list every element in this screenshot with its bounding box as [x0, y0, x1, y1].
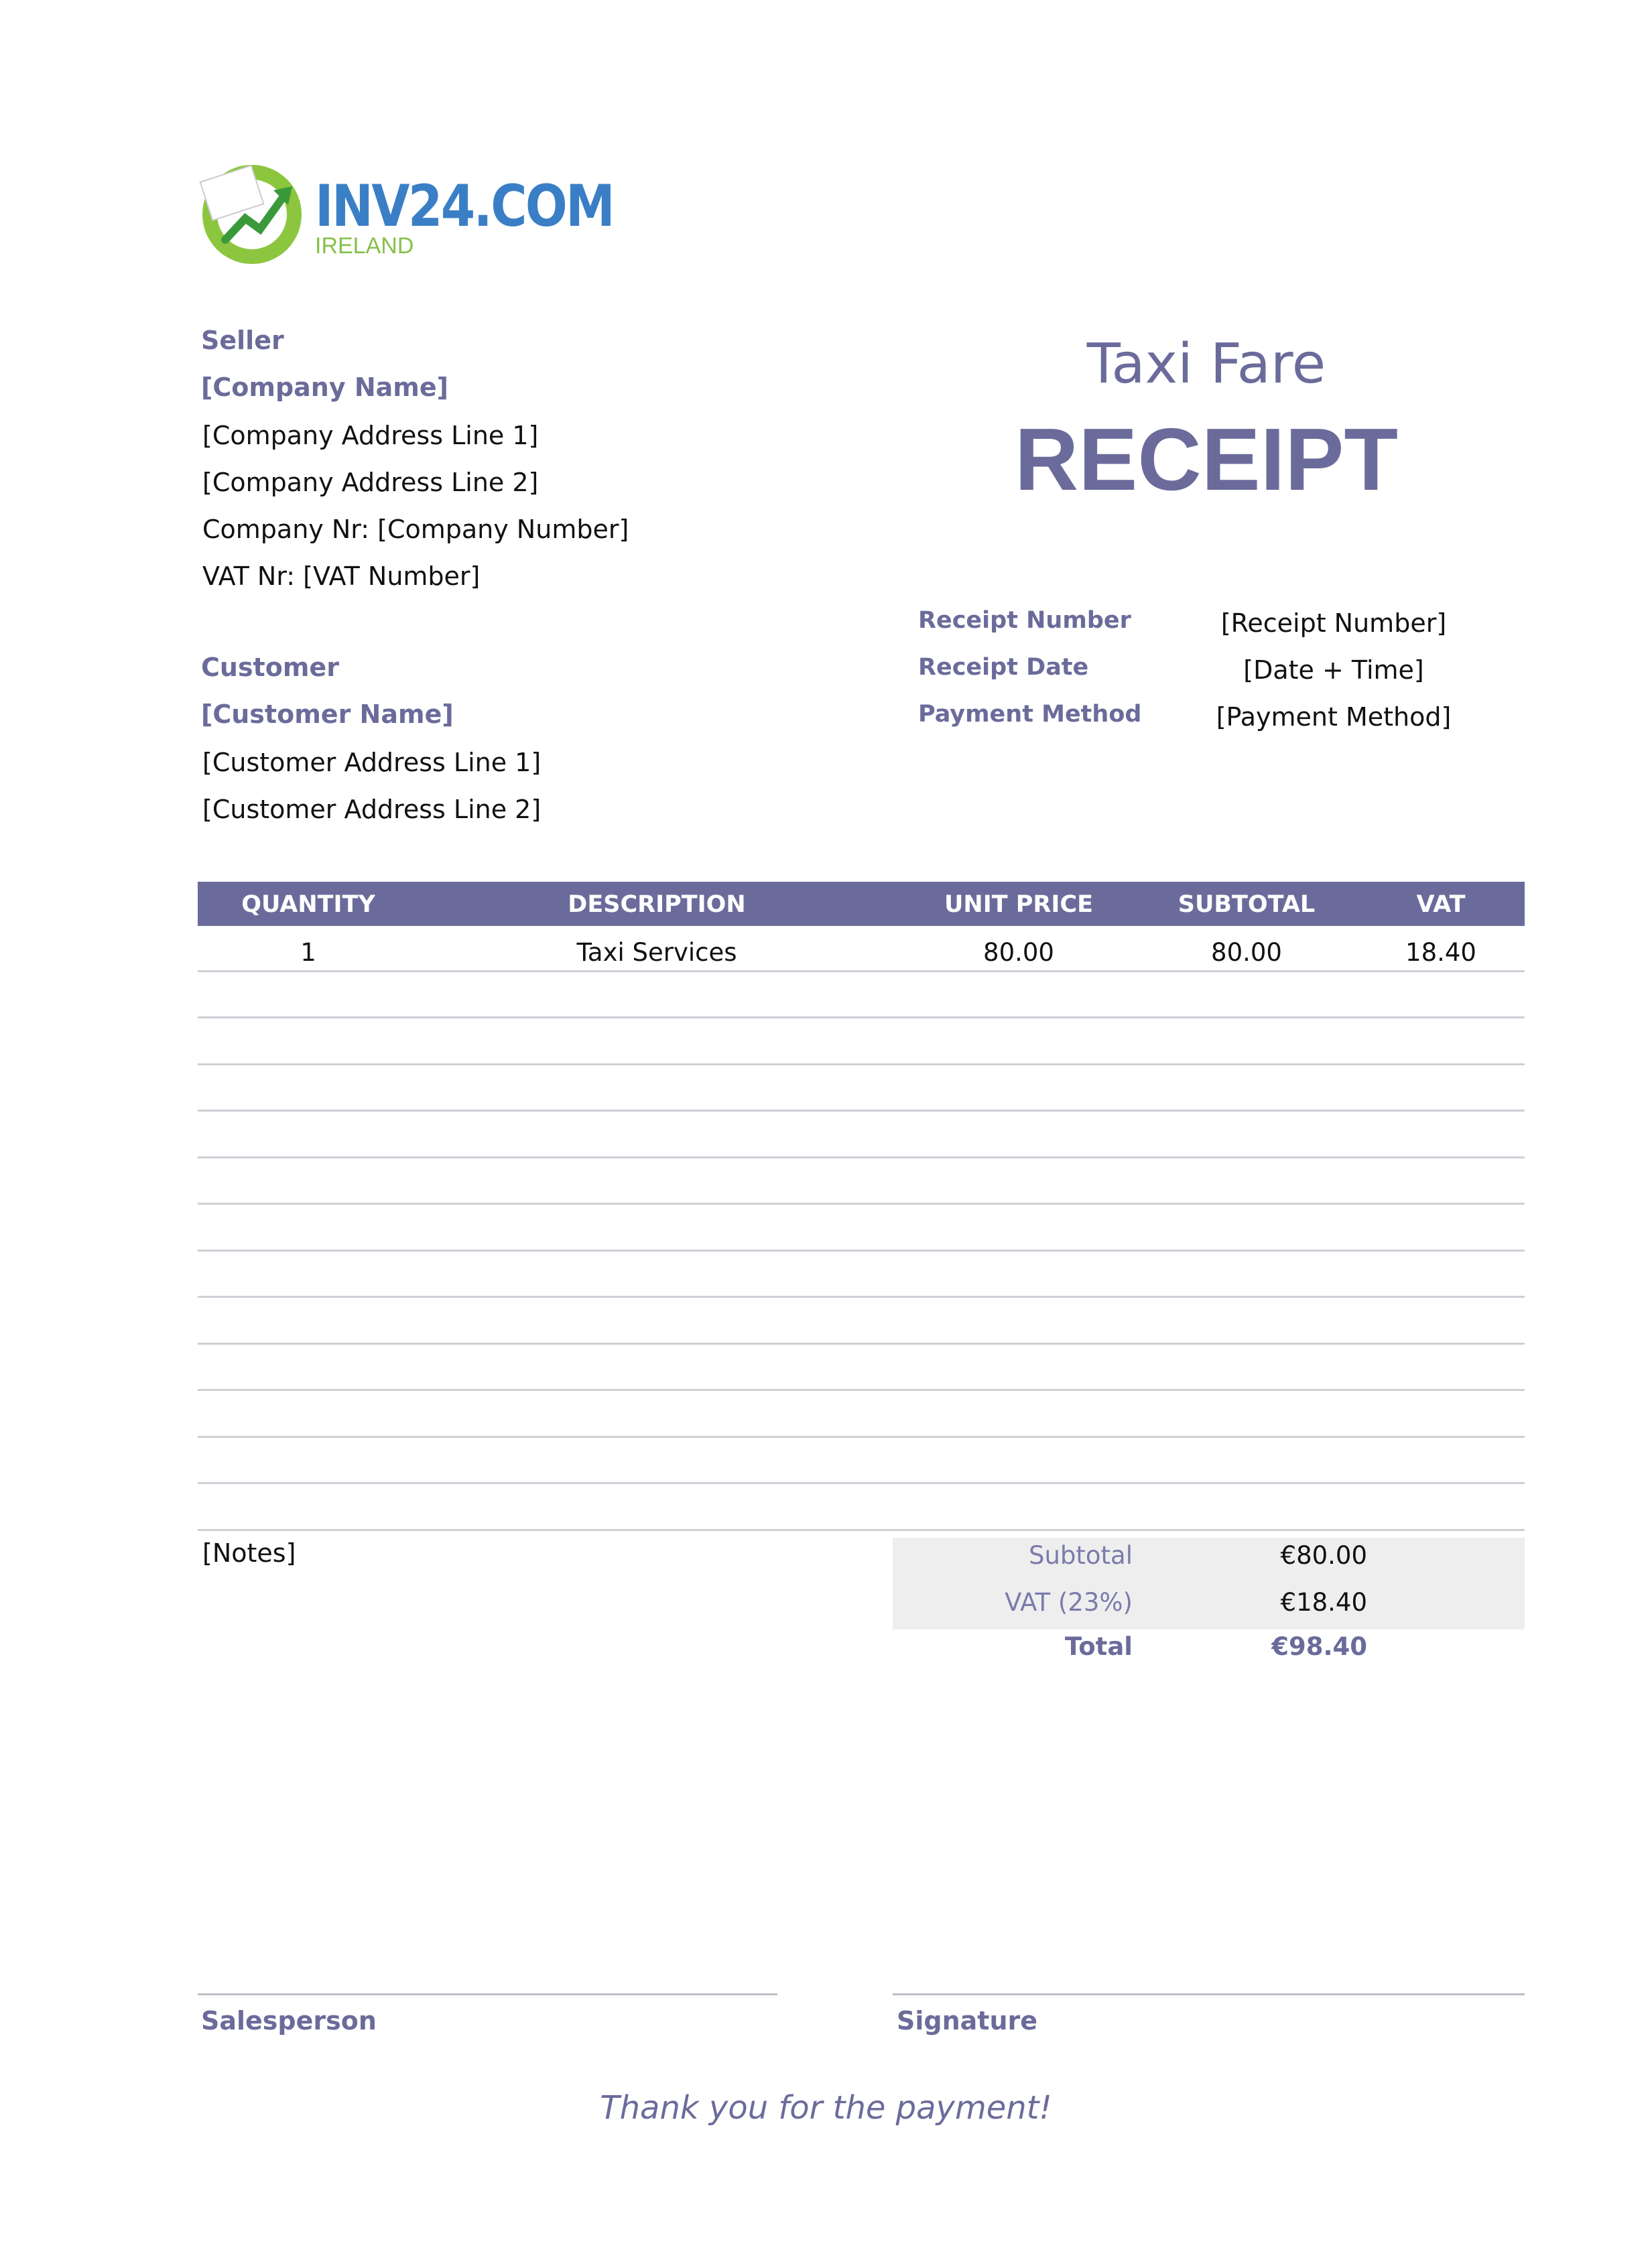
seller-company-number: Company Nr: [Company Number] — [202, 515, 629, 544]
col-header-unit-price: UNIT PRICE — [944, 891, 1093, 918]
row-divider — [198, 1203, 1525, 1205]
logo-icon — [198, 159, 306, 264]
vat-value: €18.40 — [1280, 1588, 1367, 1617]
col-header-subtotal: SUBTOTAL — [1178, 891, 1316, 918]
customer-heading: Customer — [201, 653, 339, 682]
vat-label: VAT (23%) — [1005, 1588, 1133, 1617]
subtotal-label: Subtotal — [1028, 1541, 1133, 1570]
col-header-quantity: QUANTITY — [241, 891, 375, 918]
row-divider — [198, 1016, 1525, 1018]
cell-description: Taxi Services — [576, 938, 737, 967]
customer-name: [Customer Name] — [201, 699, 454, 729]
logo-brand: INV24.COM — [315, 173, 614, 240]
customer-address-1: [Customer Address Line 1] — [202, 748, 542, 777]
receipt-number-value: [Receipt Number] — [1220, 608, 1447, 638]
receipt-date-value: [Date + Time] — [1243, 655, 1424, 685]
receipt-number-label: Receipt Number — [918, 607, 1131, 634]
customer-address-2: [Customer Address Line 2] — [202, 795, 542, 824]
subtotal-value: €80.00 — [1280, 1541, 1367, 1570]
row-divider — [198, 1343, 1525, 1345]
total-value: €98.40 — [1271, 1632, 1367, 1661]
notes: [Notes] — [202, 1538, 296, 1568]
cell-quantity: 1 — [300, 938, 316, 967]
seller-vat-number: VAT Nr: [VAT Number] — [202, 561, 481, 591]
salesperson-label: Salesperson — [201, 2006, 377, 2036]
row-divider — [198, 1156, 1525, 1158]
seller-address-2: [Company Address Line 2] — [202, 468, 539, 497]
row-divider — [198, 970, 1525, 972]
logo-subtitle: IRELAND — [315, 233, 414, 259]
signature-line — [893, 1993, 1525, 1995]
cell-subtotal: 80.00 — [1211, 938, 1282, 967]
col-header-vat: VAT — [1416, 891, 1466, 918]
row-divider — [198, 1389, 1525, 1391]
row-divider — [198, 1436, 1525, 1438]
seller-heading: Seller — [201, 326, 284, 355]
total-label: Total — [1064, 1632, 1133, 1661]
row-divider — [198, 1250, 1525, 1252]
receipt-subtitle: Taxi Fare — [1086, 332, 1326, 396]
payment-method-value: [Payment Method] — [1216, 702, 1452, 732]
row-divider — [198, 1529, 1525, 1531]
payment-method-label: Payment Method — [918, 701, 1142, 728]
receipt-date-label: Receipt Date — [918, 654, 1089, 681]
cell-vat: 18.40 — [1405, 938, 1476, 967]
row-divider — [198, 1482, 1525, 1484]
salesperson-line — [198, 1993, 777, 1995]
thank-you-message: Thank you for the payment! — [600, 2089, 1052, 2127]
seller-company-name: [Company Name] — [201, 373, 449, 402]
row-divider — [198, 1110, 1525, 1112]
cell-unit-price: 80.00 — [983, 938, 1054, 967]
seller-address-1: [Company Address Line 1] — [202, 421, 539, 450]
signature-label: Signature — [897, 2006, 1038, 2036]
row-divider — [198, 1063, 1525, 1065]
row-divider — [198, 1296, 1525, 1298]
receipt-title: RECEIPT — [1014, 410, 1399, 509]
col-header-description: DESCRIPTION — [568, 891, 746, 918]
